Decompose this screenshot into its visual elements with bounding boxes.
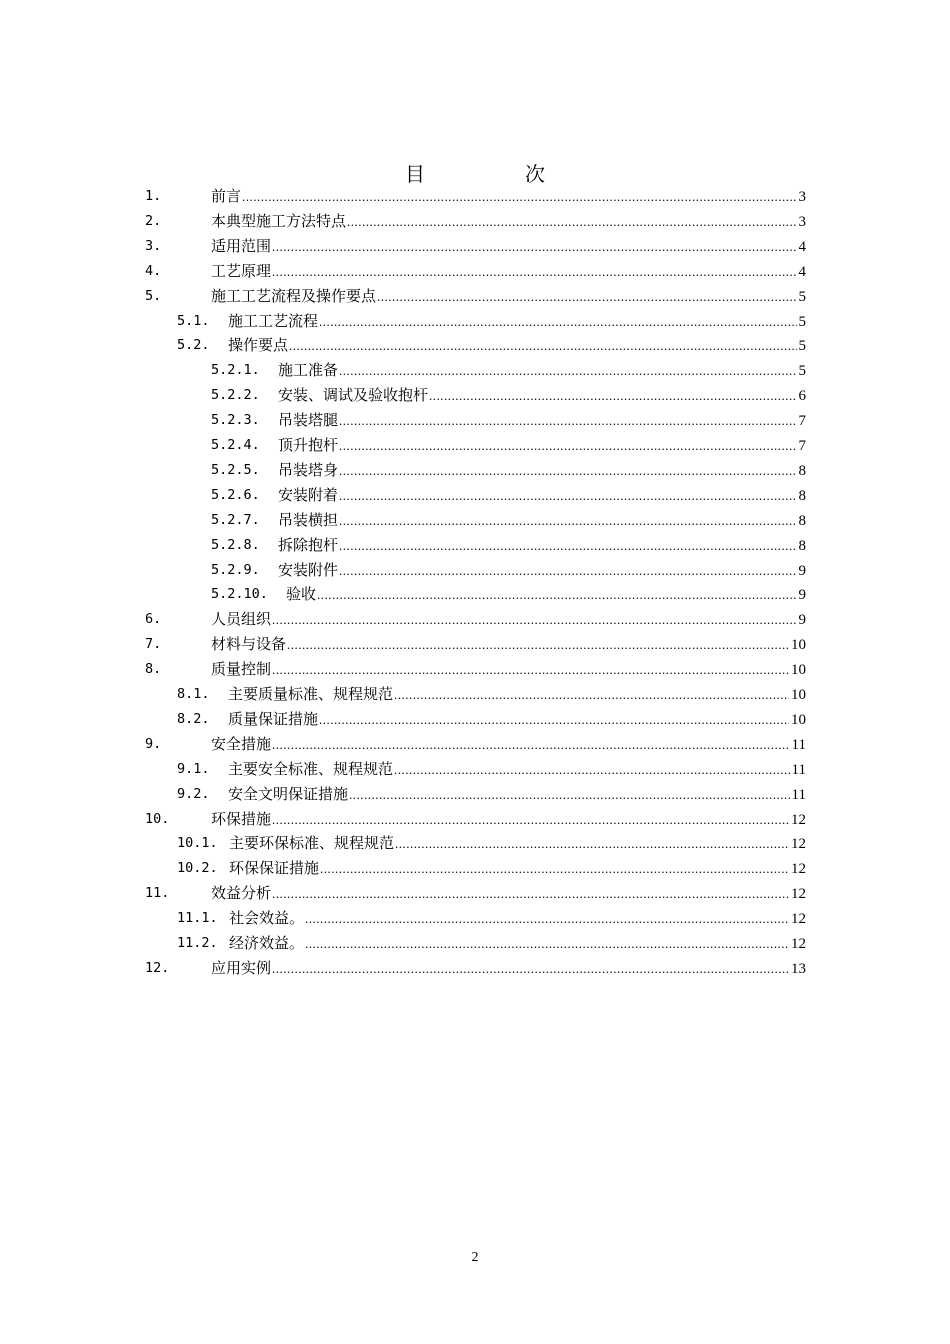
toc-entry[interactable]: [0, 883, 950, 903]
toc-entry-page: 11: [791, 786, 806, 803]
page-title: 目 次: [405, 162, 585, 186]
toc-entry-title: 本典型施工方法特点: [211, 211, 347, 230]
toc-leader-dots: [339, 486, 796, 506]
toc-entry-page: 8: [798, 512, 806, 529]
toc-entry-page: 10: [791, 662, 806, 679]
toc-entry-number: 3.: [145, 237, 162, 254]
toc-leader-dots: [272, 610, 796, 630]
toc-entry-number: 11.: [145, 885, 170, 902]
toc-entry-title: 适用范围: [211, 236, 272, 255]
toc-entry-page: 11: [791, 736, 806, 753]
toc-entry-page: 8: [798, 537, 806, 554]
toc-entry-page: 6: [798, 388, 806, 405]
toc-entry-page: 13: [791, 960, 806, 977]
toc-entry[interactable]: [0, 261, 950, 281]
toc-entry-number: 8.: [145, 661, 162, 678]
toc-entry-number: 12.: [145, 959, 170, 976]
toc-entry-page: 9: [798, 587, 806, 604]
toc-entry-title: 人员组织: [211, 610, 272, 629]
toc-entry[interactable]: [0, 360, 950, 380]
toc-entry[interactable]: [0, 908, 950, 928]
toc-entry-title: 主要环保标准、规程规范: [229, 834, 395, 853]
toc-entry-number: 10.1.: [177, 835, 218, 852]
toc-entry[interactable]: [0, 734, 950, 754]
toc-leader-dots: [305, 909, 789, 929]
toc-entry-page: 4: [798, 263, 806, 280]
toc-entry-number: 9.2.: [177, 785, 210, 802]
toc-entry-title: 验收: [286, 585, 317, 604]
toc-entry-title: 工艺原理: [211, 261, 272, 280]
toc-entry[interactable]: [0, 435, 950, 455]
toc-entry-title: 安装附着: [278, 485, 339, 504]
toc-leader-dots: [339, 511, 796, 531]
toc-leader-dots: [272, 237, 796, 257]
toc-entry[interactable]: [0, 460, 950, 480]
toc-entry-number: 5.2.1.: [211, 362, 260, 379]
toc-entry[interactable]: [0, 535, 950, 555]
toc-entry[interactable]: [0, 410, 950, 430]
toc-entry-title: 前言: [211, 187, 242, 205]
toc-entry[interactable]: [0, 560, 950, 580]
toc-entry[interactable]: [0, 311, 950, 331]
toc-entry-title: 施工工艺流程及操作要点: [211, 286, 377, 305]
toc-leader-dots: [289, 336, 796, 356]
toc-leader-dots: [339, 361, 796, 381]
toc-entry[interactable]: [0, 485, 950, 505]
toc-entry-title: 主要安全标准、规程规范: [228, 759, 394, 778]
toc-entry-title: 安装附件: [278, 560, 339, 579]
toc-entry-title: 施工准备: [278, 361, 339, 380]
toc-entry-title: 施工工艺流程: [228, 311, 319, 330]
toc-entry-number: 5.: [145, 287, 162, 304]
toc-entry-title: 吊装横担: [278, 510, 339, 529]
toc-entry-page: 3: [798, 213, 806, 230]
toc-entry-title: 应用实例: [211, 958, 272, 977]
toc-leader-dots: [395, 834, 789, 854]
toc-entry[interactable]: [0, 211, 950, 231]
toc-leader-dots: [339, 536, 796, 556]
toc-entry[interactable]: [0, 634, 950, 654]
toc-leader-dots: [394, 760, 790, 780]
toc-leader-dots: [272, 884, 789, 904]
toc-entry-number: 10.: [145, 810, 170, 827]
toc-leader-dots: [377, 287, 796, 307]
toc-entry-page: 4: [798, 238, 806, 255]
toc-leader-dots: [320, 859, 789, 879]
toc-leader-dots: [339, 411, 796, 431]
toc-entry-number: 5.2.7.: [211, 511, 260, 528]
toc-entry-number: 5.2.5.: [211, 461, 260, 478]
toc-entry[interactable]: [0, 709, 950, 729]
toc-entry-page: 10: [791, 637, 806, 654]
toc-leader-dots: [319, 312, 796, 332]
toc-entry-number: 8.1.: [177, 686, 210, 702]
toc-entry[interactable]: [0, 186, 950, 206]
toc-entry-number: 5.2.2.: [211, 387, 260, 404]
toc-entry-title: 社会效益。: [229, 909, 305, 928]
toc-entry-title: 环保措施: [211, 809, 272, 828]
toc-leader-dots: [347, 212, 796, 232]
toc-entry[interactable]: [0, 933, 950, 953]
toc-entry-title: 顶升抱杆: [278, 436, 339, 454]
toc-entry[interactable]: [0, 833, 950, 853]
toc-entry-number: 5.2.4.: [211, 437, 260, 453]
toc-entry-number: 2.: [145, 212, 162, 229]
toc-entry-page: 12: [791, 811, 806, 828]
toc-entry-number: 6.: [145, 611, 162, 628]
toc-entry-number: 4.: [145, 262, 162, 279]
toc-entry-page: 12: [791, 911, 806, 928]
toc-entry-page: 5: [798, 313, 806, 330]
toc-entry[interactable]: [0, 659, 950, 679]
toc-entry-title: 环保保证措施: [229, 859, 320, 878]
toc-entry-title: 操作要点: [228, 336, 289, 355]
toc-leader-dots: [339, 561, 796, 581]
toc-entry-page: 3: [798, 189, 806, 205]
toc-entry-page: 10: [791, 711, 806, 728]
toc-leader-dots: [349, 785, 790, 805]
toc-entry-title: 安全措施: [211, 734, 272, 753]
toc-entry-page: 10: [791, 687, 806, 703]
toc-entry[interactable]: [0, 236, 950, 256]
toc-entry-number: 9.1.: [177, 760, 210, 777]
toc-leader-dots: [272, 810, 789, 830]
toc-entry-number: 5.2.8.: [211, 536, 260, 553]
toc-entry[interactable]: [0, 385, 950, 405]
toc-entry-number: 8.2.: [177, 710, 210, 727]
toc-entry[interactable]: [0, 286, 950, 306]
toc-entry-number: 11.1.: [177, 910, 218, 927]
toc-entry-title: 安全文明保证措施: [228, 784, 349, 803]
toc-entry-page: 12: [791, 886, 806, 903]
toc-leader-dots: [272, 959, 789, 979]
toc-leader-dots: [287, 635, 789, 655]
toc-entry-page: 5: [798, 363, 806, 380]
toc-entry-page: 12: [791, 936, 806, 952]
toc-entry[interactable]: [0, 858, 950, 878]
toc-leader-dots: [394, 685, 789, 705]
toc-entry-number: 5.2.: [177, 337, 210, 354]
toc-entry-page: 12: [791, 861, 806, 878]
toc-entry-page: 7: [798, 438, 806, 454]
toc-entry-number: 9.: [145, 735, 162, 752]
toc-entry-title: 经济效益。: [229, 934, 305, 952]
toc-entry-page: 12: [791, 836, 806, 853]
toc-entry-title: 拆除抱杆: [278, 535, 339, 554]
toc-entry-title: 材料与设备: [211, 635, 287, 654]
toc-entry-number: 10.2.: [177, 860, 218, 877]
toc-leader-dots: [242, 187, 796, 207]
toc-leader-dots: [429, 386, 796, 406]
toc-entry-number: 5.2.10.: [211, 586, 268, 603]
toc-entry-title: 质量保证措施: [228, 709, 319, 728]
toc-entry-page: 7: [798, 413, 806, 430]
toc-leader-dots: [317, 585, 796, 605]
toc-entry[interactable]: [0, 584, 950, 604]
toc-entry-page: 5: [798, 288, 806, 305]
toc-entry-number: 5.2.3.: [211, 412, 260, 429]
toc-leader-dots: [272, 660, 789, 680]
toc-entry-page: 9: [798, 612, 806, 629]
toc-leader-dots: [272, 735, 790, 755]
toc-entry-page: 5: [798, 338, 806, 355]
toc-entry-page: 8: [798, 462, 806, 479]
toc-entry-title: 效益分析: [211, 884, 272, 903]
toc-leader-dots: [339, 461, 796, 481]
toc-entry[interactable]: [0, 784, 950, 804]
toc-entry-number: 1.: [145, 188, 162, 204]
toc-entry-title: 吊装塔腿: [278, 411, 339, 430]
toc-entry[interactable]: [0, 335, 950, 355]
toc-entry-title: 吊装塔身: [278, 460, 339, 479]
toc-entry[interactable]: [0, 510, 950, 530]
toc-leader-dots: [339, 436, 796, 456]
toc-entry-page: 8: [798, 487, 806, 504]
toc-leader-dots: [305, 934, 789, 954]
page-number: 2: [471, 1250, 479, 1265]
toc-leader-dots: [272, 262, 796, 282]
toc-entry-number: 5.2.9.: [211, 561, 260, 578]
toc-entry-number: 5.1.: [177, 312, 210, 329]
toc-entry[interactable]: [0, 958, 950, 978]
toc-entry[interactable]: [0, 684, 950, 704]
toc-leader-dots: [319, 710, 789, 730]
toc-entry[interactable]: [0, 809, 950, 829]
toc-entry-number: 5.2.6.: [211, 486, 260, 503]
toc-entry-number: 7.: [145, 636, 162, 653]
toc-entry-title: 主要质量标准、规程规范: [228, 685, 394, 703]
toc-entry-title: 质量控制: [211, 660, 272, 679]
toc-entry-page: 11: [791, 761, 806, 778]
toc-entry[interactable]: [0, 759, 950, 779]
toc-entry-title: 安装、调试及验收抱杆: [278, 386, 429, 405]
toc-entry-page: 9: [798, 562, 806, 579]
toc-entry-number: 11.2.: [177, 935, 218, 951]
toc-entry[interactable]: [0, 609, 950, 629]
